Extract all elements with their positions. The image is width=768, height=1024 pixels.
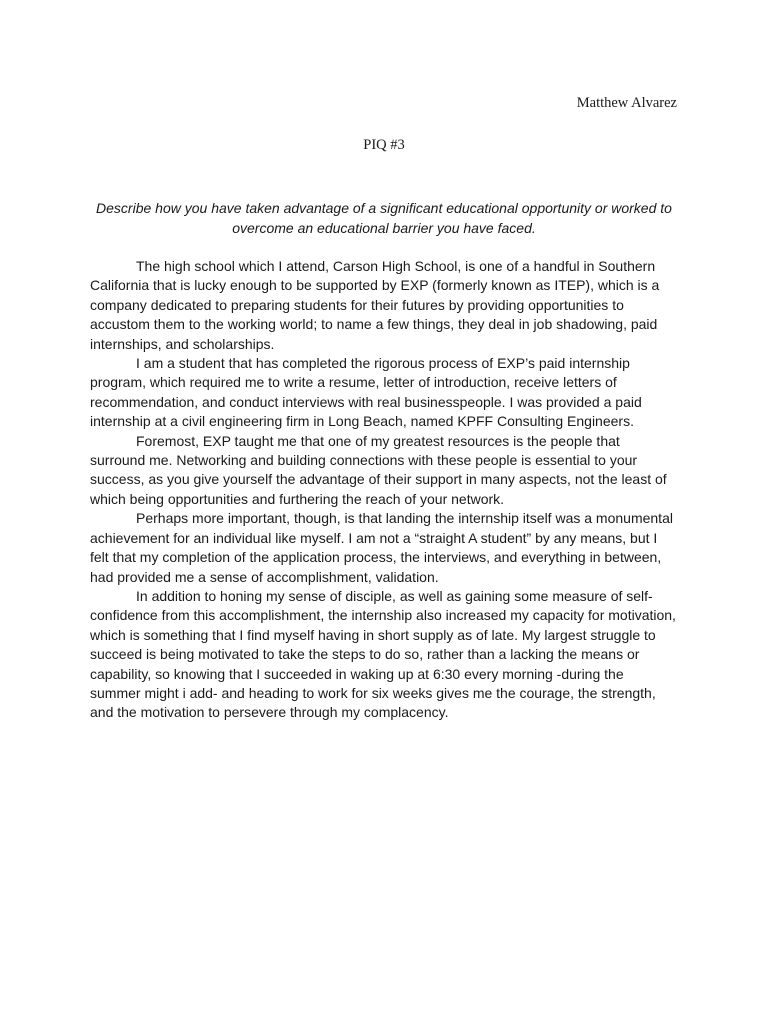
author-name: Matthew Alvarez — [576, 95, 677, 111]
essay-body — [90, 257, 678, 723]
essay-paragraph: I am a student that has completed the rigorous process of EXP’s paid internship program, which required me to write a resume, letter of introduction, receive letters of recommendation, and conduct interviews with real businesspeople. I was provided a paid internship at a civil engineering firm in Long Beach, named KPFF Consulting Engineers. — [90, 355, 642, 430]
essay-paragraph: Perhaps more important, though, is that landing the internship itself was a monumental achievement for an individual like myself. I am not a “straight A student” by any means, but I felt that my completion of the application process, the interviews, and everything in between, had provided me a sense of accomplishment, validation. — [90, 510, 673, 585]
essay-paragraph: The high school which I attend, Carson High School, is one of a handful in Southern California that is lucky enough to be supported by EXP (formerly known as ITEP), which is a company dedicated to preparing students for their futures by providing opportunities to accustom them to the working world; to name a few things, they deal in job shadowing, paid internships, and scholarships. — [90, 258, 660, 352]
essay-paragraph: Foremost, EXP taught me that one of my greatest resources is the people that surround me. Networking and building connections with these people is essential to your success, as you give yourself the advantage of their support in many aspects, not the least of which being opportunities and furthering the reach of your network. — [90, 432, 667, 507]
page-title: PIQ #3 — [363, 137, 405, 153]
essay-prompt: Describe how you have taken advantage of a significant educational opportunity or worked to overcome an educational barrier you have faced. — [96, 200, 672, 236]
essay-paragraph: In addition to honing my sense of disciple, as well as gaining some measure of self-confidence from this accomplishment, the internship also increased my capacity for motivation, which is something that I find myself having in short supply as of late. My largest struggle to succeed is being motivated to take the steps to do so, rather than a lacking the means or capability, so knowing that I succeeded in waking up at 6:30 every morning -during the summer might i add- and heading to work for six weeks gives me the courage, the strength, and the motivation to persevere through my complacency. — [90, 587, 676, 721]
